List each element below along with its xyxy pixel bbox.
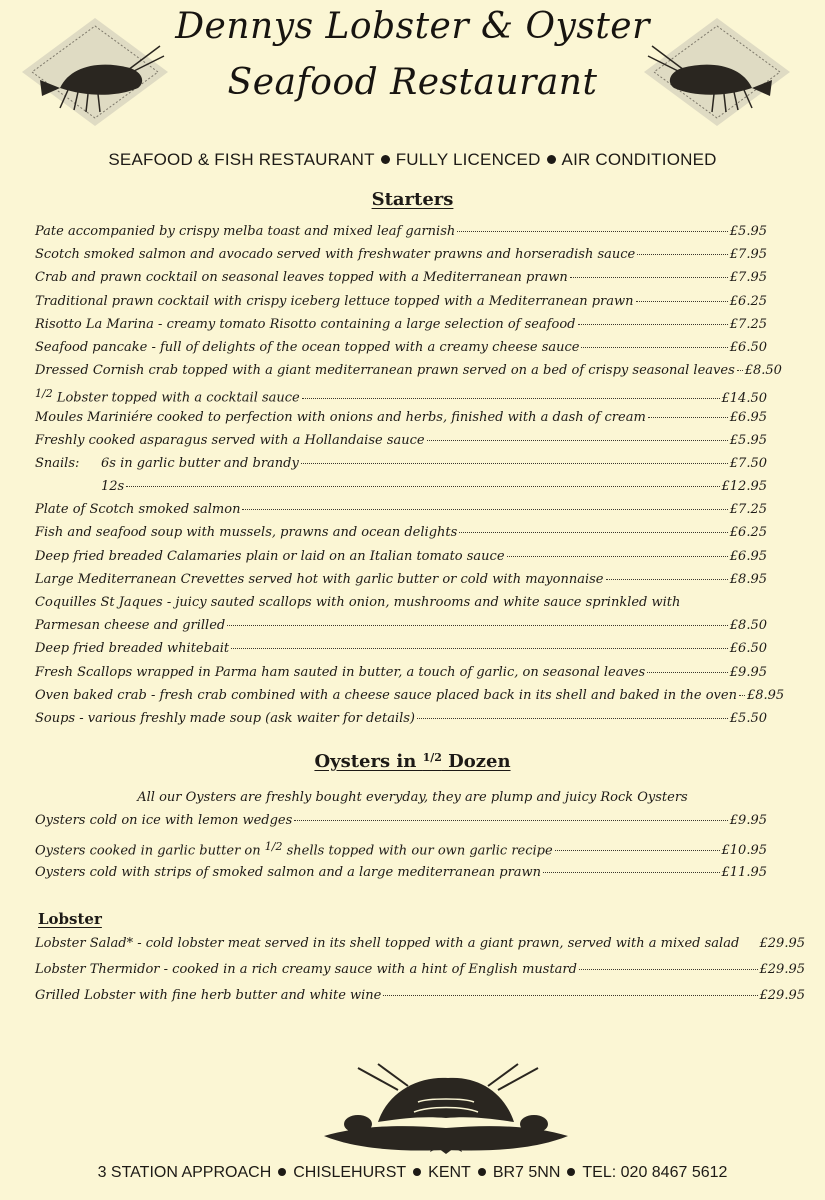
prawn-diamond-left-icon	[20, 16, 170, 128]
menu-item	[35, 839, 767, 865]
item-description: Dressed Cornish crab topped with a giant mediterranean prawn served on a bed of crispy seasonal leaves	[35, 363, 735, 379]
bullet-icon	[278, 1168, 286, 1176]
item-description: Lobster Salad* - cold lobster meat served in its shell topped with a giant prawn, served with a mixed salad	[35, 936, 740, 951]
item-price: £11.95	[721, 865, 767, 880]
oysters-note: All our Oysters are freshly bought everyday, they are plump and juicy Rock Oysters	[137, 790, 688, 805]
menu-item	[35, 525, 767, 548]
menu-item	[35, 224, 767, 247]
footer-item: CHISLEHURST	[293, 1164, 407, 1181]
item-price: £6.25	[729, 293, 767, 309]
item-description: Risotto La Marina - creamy tomato Risotto containing a large selection of seafood	[35, 316, 576, 332]
dot-leader	[301, 462, 728, 464]
menu-item	[35, 865, 767, 891]
item-description: Moules Mariniére cooked to perfection with onions and herbs, finished with a dash of cream	[35, 409, 646, 425]
item-price: £6.50	[729, 339, 767, 355]
menu-item	[35, 363, 782, 386]
oysters-list	[35, 813, 767, 891]
footer-phone: TEL: 020 8467 5612	[582, 1164, 728, 1181]
menu-item	[35, 456, 767, 479]
menu-item	[35, 572, 767, 595]
bullet-icon	[547, 155, 556, 164]
tagline-item: FULLY LICENCED	[395, 150, 541, 169]
fraction: 1/2	[35, 387, 53, 401]
menu-item	[35, 386, 767, 409]
item-price: £7.25	[729, 316, 767, 332]
dot-leader	[126, 485, 719, 487]
prawn-diamond-right-icon	[642, 16, 792, 128]
starters-heading: Starters	[371, 189, 454, 210]
footer-item: KENT	[428, 1164, 471, 1181]
footer-item: BR7 5NN	[492, 1164, 561, 1181]
item-price: £8.95	[729, 571, 767, 587]
item-description: Large Mediterranean Crevettes served hot with garlic butter or cold with mayonnaise	[35, 571, 604, 587]
item-price: £7.95	[729, 247, 767, 263]
item-description	[35, 386, 300, 405]
menu-item	[35, 988, 805, 1014]
snails-label: Snails:	[35, 455, 80, 471]
dot-leader	[227, 624, 728, 626]
oysters-heading	[0, 750, 825, 772]
item-price: £7.50	[729, 455, 767, 471]
dot-leader	[294, 819, 728, 821]
item-price: £6.25	[729, 525, 767, 541]
menu-item	[35, 962, 805, 988]
item-description: Lobster Thermidor - cooked in a rich creamy sauce with a hint of English mustard	[35, 962, 577, 977]
dot-leader	[242, 508, 727, 510]
item-price: £8.50	[729, 618, 767, 634]
item-description: Scotch smoked salmon and avocado served with freshwater prawns and horseradish sauce	[35, 247, 636, 263]
menu-item	[35, 479, 767, 502]
bullet-icon	[413, 1168, 421, 1176]
item-price: £14.50	[721, 390, 767, 406]
bullet-icon	[567, 1168, 575, 1176]
dot-leader	[417, 717, 728, 719]
menu-item	[35, 711, 767, 734]
item-price: £8.50	[744, 363, 782, 379]
dot-leader	[737, 369, 743, 371]
menu-item	[35, 270, 767, 293]
dot-leader	[579, 968, 758, 970]
menu-item	[35, 936, 805, 962]
item-price: £6.95	[729, 409, 767, 425]
item-description: Parmesan cheese and grilled	[35, 618, 226, 634]
menu-item	[35, 641, 767, 664]
dot-leader	[636, 300, 728, 302]
item-description-text: 12s	[101, 479, 125, 495]
dot-leader	[581, 346, 727, 348]
footer-address	[0, 1164, 825, 1182]
item-description: Deep fried breaded whitebait	[35, 641, 230, 657]
item-price: £6.95	[729, 548, 767, 564]
item-description: Oysters cold with strips of smoked salmon and a large mediterranean prawn	[35, 865, 542, 880]
fraction: 1/2	[264, 840, 283, 853]
dot-leader	[383, 994, 757, 996]
menu-item	[35, 502, 767, 525]
item-price: £29.95	[759, 962, 805, 977]
item-price: £10.95	[721, 843, 767, 859]
item-description: Fresh Scallops wrapped in Parma ham sauted in butter, a touch of garlic, on seasonal leaves	[35, 664, 646, 680]
item-description: Grilled Lobster with fine herb butter and white wine	[35, 988, 382, 1003]
item-description: Oven baked crab - fresh crab combined with a cheese sauce placed back in its shell and baked in the oven	[35, 687, 737, 703]
menu-item	[35, 665, 767, 688]
item-price: £29.95	[759, 936, 805, 951]
item-description-text: Oysters cooked in garlic butter on	[35, 843, 265, 859]
dot-leader	[570, 276, 728, 278]
dot-leader	[459, 531, 728, 533]
item-description: Deep fried breaded Calamaries plain or laid on an Italian tomato sauce	[35, 548, 505, 564]
item-description-text: 6s in garlic butter and brandy	[101, 455, 299, 471]
item-price: £5.95	[729, 432, 767, 448]
menu-item	[35, 549, 767, 572]
item-price: £7.25	[729, 502, 767, 518]
dot-leader	[637, 253, 728, 255]
menu-item	[35, 340, 767, 363]
oysters-heading-text: Dozen	[441, 751, 511, 772]
menu-item	[35, 433, 767, 456]
item-description: Soups - various freshly made soup (ask waiter for details)	[35, 710, 416, 726]
item-description: Plate of Scotch smoked salmon	[35, 502, 241, 518]
item-description: Freshly cooked asparagus served with a Hollandaise sauce	[35, 432, 425, 448]
item-description: Traditional prawn cocktail with crispy iceberg lettuce topped with a Mediterranean prawn	[35, 293, 634, 309]
item-price: £5.95	[729, 224, 767, 239]
item-description-text: shells topped with our own garlic recipe	[282, 843, 553, 859]
fraction: 1/2	[422, 751, 442, 764]
item-description: Crab and prawn cocktail on seasonal leaves topped with a Mediterranean prawn	[35, 270, 568, 286]
menu-item	[35, 687, 785, 711]
menu-item	[35, 410, 767, 433]
item-description	[35, 479, 124, 494]
item-price: £8.95	[746, 687, 785, 703]
item-price: £6.50	[729, 641, 767, 657]
dot-leader	[507, 555, 728, 557]
menu-item	[35, 618, 767, 641]
menu-item	[35, 294, 767, 317]
lobster-heading: Lobster	[38, 910, 102, 928]
item-price: £7.95	[729, 270, 767, 286]
item-price: £9.95	[729, 664, 767, 680]
tagline-item: SEAFOOD & FISH RESTAURANT	[108, 150, 375, 169]
item-price: £29.95	[759, 988, 805, 1003]
menu-item	[35, 247, 767, 270]
dot-leader	[543, 871, 719, 873]
item-description-text: Lobster topped with a cocktail sauce	[52, 390, 300, 406]
tagline	[0, 150, 825, 170]
bullet-icon	[478, 1168, 486, 1176]
dot-leader	[231, 647, 728, 649]
item-description: Coquilles St Jaques - juicy sauted scallops with onion, mushrooms and white sauce sprinkled with	[35, 595, 681, 610]
footer-item: 3 STATION APPROACH	[97, 1164, 272, 1181]
item-description: Pate accompanied by crispy melba toast and mixed leaf garnish	[35, 224, 456, 239]
item-description: Fish and seafood soup with mussels, prawns and ocean delights	[35, 525, 458, 541]
dot-leader	[739, 694, 745, 696]
tagline-item: AIR CONDITIONED	[561, 150, 717, 169]
dot-leader	[578, 323, 728, 325]
dot-leader	[457, 230, 728, 232]
restaurant-title-line-2: Seafood Restaurant	[227, 62, 598, 103]
restaurant-title-line-1: Dennys Lobster & Oyster	[175, 6, 650, 47]
item-price: £5.50	[729, 710, 767, 726]
menu-item	[35, 813, 767, 839]
menu-item	[35, 317, 767, 340]
dot-leader	[555, 849, 720, 851]
dot-leader	[647, 671, 728, 673]
lobster-list	[35, 936, 805, 1014]
oysters-heading-text: Oysters in	[314, 751, 423, 772]
dot-leader	[606, 578, 728, 580]
item-description	[35, 456, 299, 471]
lobster-platter-icon	[318, 1062, 574, 1154]
menu-item	[35, 595, 767, 618]
bullet-icon	[381, 155, 390, 164]
dot-leader	[302, 397, 720, 399]
item-description: Seafood pancake - full of delights of the ocean topped with a creamy cheese sauce	[35, 339, 580, 355]
dot-leader	[427, 439, 728, 441]
starters-list	[35, 224, 785, 734]
item-price: £12.95	[721, 479, 767, 495]
item-description	[35, 839, 553, 858]
item-price: £9.95	[729, 813, 767, 828]
item-description: Oysters cold on ice with lemon wedges	[35, 813, 293, 828]
dot-leader	[648, 416, 728, 418]
